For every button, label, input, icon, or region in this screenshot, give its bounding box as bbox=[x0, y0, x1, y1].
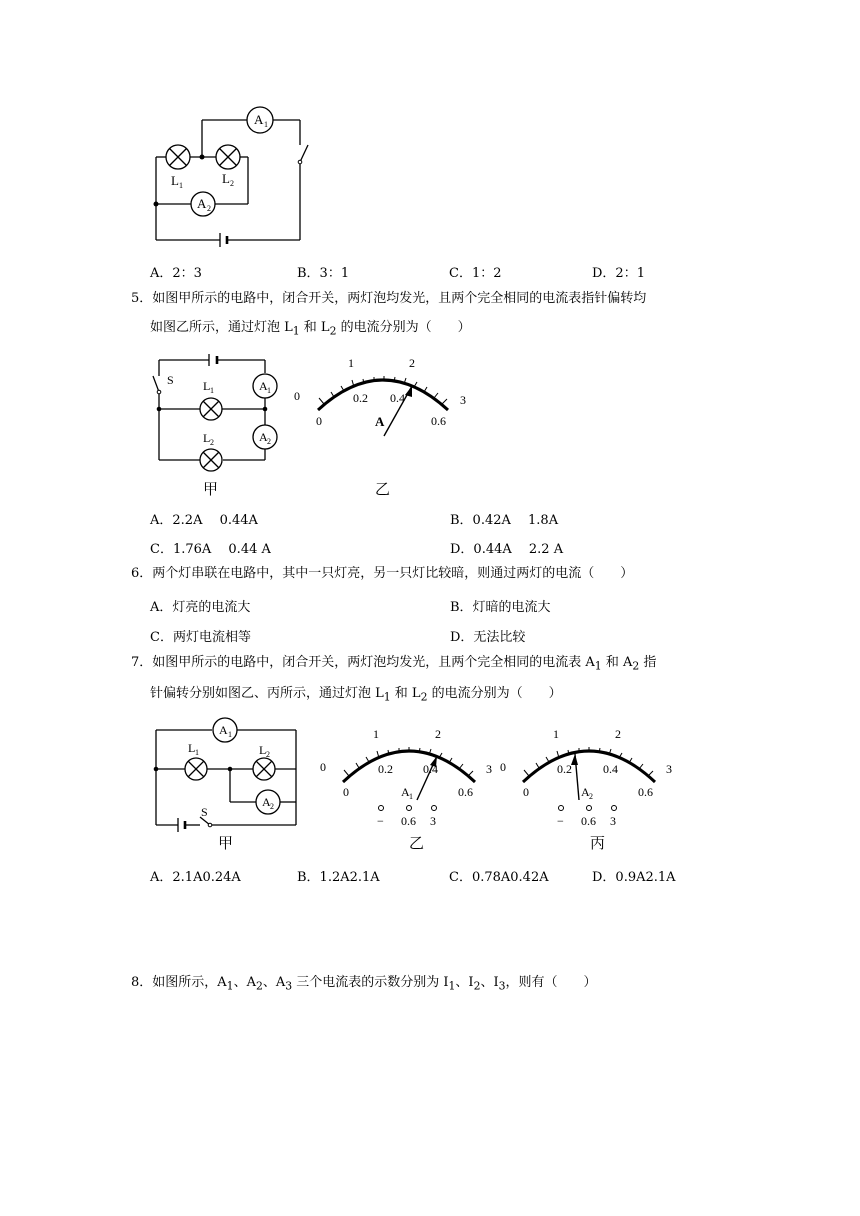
svg-text:0: 0 bbox=[523, 785, 529, 799]
svg-text:2: 2 bbox=[267, 437, 271, 446]
svg-text:0.6: 0.6 bbox=[458, 785, 473, 799]
svg-text:2: 2 bbox=[589, 792, 593, 801]
q5-figure-yi-label: 乙 bbox=[375, 480, 391, 498]
q4-option-a[interactable]: A．2：3 bbox=[150, 266, 202, 281]
svg-text:A: A bbox=[262, 795, 271, 809]
svg-text:1: 1 bbox=[373, 727, 379, 741]
q4-option-b[interactable]: B．3：1 bbox=[297, 266, 350, 281]
svg-text:L: L bbox=[188, 741, 196, 755]
svg-text:A: A bbox=[581, 785, 590, 799]
svg-text:2: 2 bbox=[210, 438, 214, 447]
svg-text:0: 0 bbox=[320, 760, 326, 774]
svg-text:3: 3 bbox=[430, 814, 436, 828]
svg-text:1: 1 bbox=[228, 730, 232, 739]
ammeter-a1-label: A bbox=[254, 112, 264, 127]
svg-text:2: 2 bbox=[270, 802, 274, 811]
q7-stem-line2: 针偏转分别如图乙、丙所示，通过灯泡 $L_1$ 和 $L_2$ 的电流分别为（ ） bbox=[150, 686, 562, 704]
svg-text:3: 3 bbox=[486, 762, 492, 776]
q6-option-d[interactable]: D．无法比较 bbox=[450, 630, 526, 645]
q5-option-b[interactable]: B．0.42A 1.8A bbox=[450, 513, 559, 528]
q4-circuit-diagram bbox=[140, 100, 320, 250]
svg-text:1: 1 bbox=[179, 181, 183, 190]
svg-text:0.6: 0.6 bbox=[581, 814, 596, 828]
q5-ammeter-dial bbox=[288, 352, 478, 442]
svg-text:2: 2 bbox=[435, 727, 441, 741]
svg-text:1: 1 bbox=[553, 727, 559, 741]
svg-text:1: 1 bbox=[267, 386, 271, 395]
ammeter-a2-label: A bbox=[197, 196, 207, 211]
svg-text:0.4: 0.4 bbox=[423, 762, 438, 776]
lamp-l1-label: L bbox=[171, 173, 179, 188]
svg-text:A: A bbox=[259, 379, 268, 393]
svg-text:0.4: 0.4 bbox=[390, 391, 405, 405]
q5-option-a[interactable]: A．2.2A 0.44A bbox=[150, 513, 258, 528]
q5-stem-line2: 如图乙所示，通过灯泡 $L_1$ 和 $L_2$ 的电流分别为（ ） bbox=[150, 320, 471, 338]
q7-ammeter-a1-dial bbox=[315, 722, 500, 832]
svg-text:0: 0 bbox=[343, 785, 349, 799]
svg-text:1: 1 bbox=[210, 386, 214, 395]
svg-text:A: A bbox=[259, 430, 268, 444]
svg-text:1: 1 bbox=[409, 792, 413, 801]
svg-text:2: 2 bbox=[266, 750, 270, 759]
q4-option-d[interactable]: D．2：1 bbox=[592, 266, 645, 281]
svg-text:−: − bbox=[557, 814, 564, 828]
svg-text:A: A bbox=[219, 723, 228, 737]
svg-text:2: 2 bbox=[230, 179, 234, 188]
q8-stem: 8．如图所示，$A_1$、$A_2$、$A_3$ 三个电流表的示数分别为 $I_1$、$I_2$、$I_3$，则有（ ） bbox=[131, 975, 597, 993]
svg-text:L: L bbox=[259, 743, 267, 757]
svg-text:0.2: 0.2 bbox=[557, 762, 572, 776]
svg-text:0.6: 0.6 bbox=[401, 814, 416, 828]
svg-text:A: A bbox=[401, 785, 410, 799]
svg-text:0.6: 0.6 bbox=[431, 414, 446, 428]
q7-figure-yi-label: 乙 bbox=[409, 834, 425, 852]
q5-figure-jia-label: 甲 bbox=[203, 480, 219, 498]
q4-option-c[interactable]: C．1：2 bbox=[449, 266, 502, 281]
svg-text:3: 3 bbox=[666, 762, 672, 776]
q7-option-c[interactable]: C．0.78A0.42A bbox=[449, 870, 549, 885]
svg-text:0: 0 bbox=[500, 760, 506, 774]
q7-figure-jia-label: 甲 bbox=[218, 834, 234, 852]
q7-stem-line1: 7．如图甲所示的电路中，闭合开关，两灯泡均发光，且两个完全相同的电流表 $A_1$ 和 $A_2$ 指 bbox=[131, 655, 657, 673]
svg-text:2: 2 bbox=[207, 204, 211, 213]
q5-circuit-diagram bbox=[145, 350, 285, 495]
svg-text:1: 1 bbox=[195, 748, 199, 757]
svg-text:A: A bbox=[375, 414, 385, 429]
svg-text:0: 0 bbox=[294, 389, 300, 403]
svg-text:1: 1 bbox=[348, 356, 354, 370]
svg-text:S: S bbox=[167, 373, 174, 387]
q6-option-b[interactable]: B．灯暗的电流大 bbox=[450, 600, 551, 615]
svg-text:−: − bbox=[377, 814, 384, 828]
q6-option-c[interactable]: C．两灯电流相等 bbox=[150, 630, 251, 645]
q6-option-a[interactable]: A．灯亮的电流大 bbox=[150, 600, 251, 615]
lamp-l2-label: L bbox=[222, 171, 230, 186]
svg-text:0.4: 0.4 bbox=[603, 762, 618, 776]
svg-text:2: 2 bbox=[615, 727, 621, 741]
q7-option-b[interactable]: B．1.2A2.1A bbox=[297, 870, 380, 885]
svg-text:0.2: 0.2 bbox=[353, 391, 368, 405]
svg-text:0.6: 0.6 bbox=[638, 785, 653, 799]
svg-text:L: L bbox=[203, 379, 211, 393]
svg-text:L: L bbox=[203, 431, 211, 445]
svg-text:3: 3 bbox=[460, 393, 466, 407]
q7-figure-bing-label: 丙 bbox=[590, 834, 606, 852]
q7-circuit-diagram bbox=[148, 712, 308, 837]
svg-text:S: S bbox=[201, 805, 208, 819]
svg-text:3: 3 bbox=[610, 814, 616, 828]
q5-option-c[interactable]: C．1.76A 0.44 A bbox=[150, 542, 271, 557]
svg-text:1: 1 bbox=[264, 120, 268, 129]
q7-option-d[interactable]: D．0.9A2.1A bbox=[592, 870, 676, 885]
svg-text:0.2: 0.2 bbox=[378, 762, 393, 776]
q5-stem-line1: 5．如图甲所示的电路中，闭合开关，两灯泡均发光，且两个完全相同的电流表指针偏转均 bbox=[131, 291, 647, 306]
svg-text:2: 2 bbox=[409, 356, 415, 370]
q6-stem: 6．两个灯串联在电路中，其中一只灯亮，另一只灯比较暗，则通过两灯的电流（ ） bbox=[131, 566, 634, 581]
q7-option-a[interactable]: A．2.1A0.24A bbox=[150, 870, 241, 885]
q5-option-d[interactable]: D．0.44A 2.2 A bbox=[450, 542, 564, 557]
q7-ammeter-a2-dial bbox=[495, 722, 710, 832]
svg-text:0: 0 bbox=[316, 414, 322, 428]
